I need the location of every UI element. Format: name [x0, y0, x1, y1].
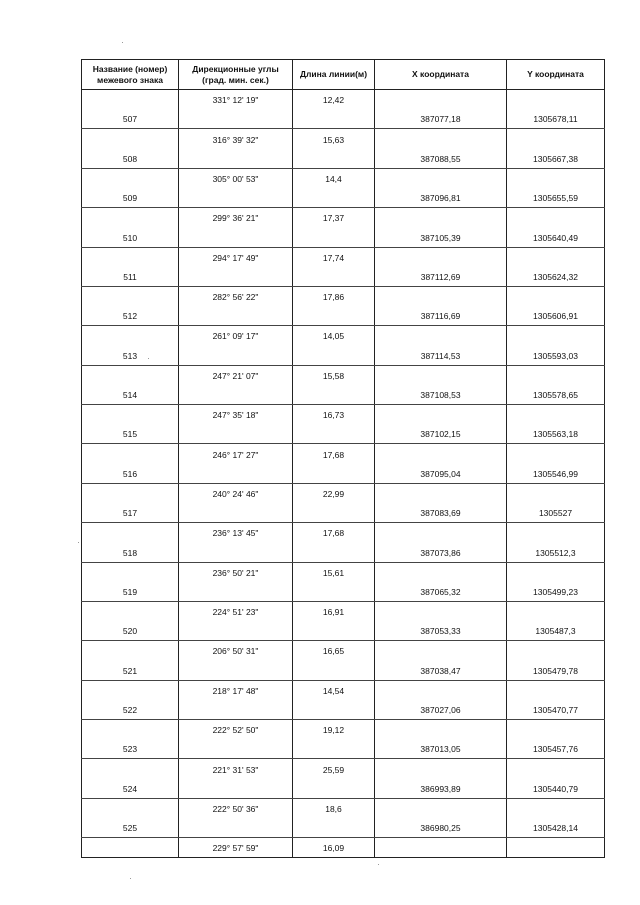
header-x: X координата: [375, 60, 507, 90]
cell-x-coordinate: 387077,18: [375, 109, 507, 129]
cell-direction-angle: 221° 31' 53": [179, 759, 293, 779]
table-row: [82, 700, 605, 720]
cell-y-coordinate: 1305487,3: [507, 621, 605, 641]
table-row: [82, 168, 605, 188]
cell-line-length: 17,86: [293, 286, 375, 306]
cell-x-coordinate: [375, 208, 507, 228]
header-length: Длина линии(м): [293, 60, 375, 90]
cell-line-length: 16,73: [293, 405, 375, 425]
cell-y-coordinate: 1305563,18: [507, 424, 605, 444]
cell-direction-angle: [179, 464, 293, 484]
cell-direction-angle: 282° 56' 22": [179, 286, 293, 306]
header-name-line1: Название (номер): [92, 63, 168, 74]
cell-direction-angle: 331° 12' 19": [179, 90, 293, 110]
cell-direction-angle: 206° 50' 31": [179, 641, 293, 661]
cell-direction-angle: [179, 542, 293, 562]
table-row: [82, 720, 605, 740]
cell-marker-name: 508: [82, 149, 179, 169]
table-row: [82, 818, 605, 838]
cell-line-length: [293, 542, 375, 562]
cell-y-coordinate: 1305546,99: [507, 464, 605, 484]
header-name-line2: межевого знака: [97, 74, 163, 85]
cell-line-length: 17,68: [293, 444, 375, 464]
cell-x-coordinate: [375, 798, 507, 818]
cell-x-coordinate: [375, 562, 507, 582]
cell-direction-angle: 316° 39' 32": [179, 129, 293, 149]
cell-y-coordinate: [507, 523, 605, 543]
cell-marker-name: 518: [82, 542, 179, 562]
cell-x-coordinate: 387073,86: [375, 542, 507, 562]
cell-x-coordinate: 387105,39: [375, 227, 507, 247]
cell-direction-angle: 261° 09' 17": [179, 326, 293, 346]
cell-x-coordinate: 387088,55: [375, 149, 507, 169]
cell-line-length: [293, 582, 375, 602]
cell-marker-name: [82, 444, 179, 464]
table-row: [82, 838, 605, 858]
cell-y-coordinate: 1305470,77: [507, 700, 605, 720]
table-row: [82, 129, 605, 149]
cell-x-coordinate: 387065,32: [375, 582, 507, 602]
cell-line-length: [293, 700, 375, 720]
table-row: [82, 464, 605, 484]
cell-y-coordinate: [507, 641, 605, 661]
cell-marker-name: [82, 129, 179, 149]
table-row: [82, 306, 605, 326]
cell-x-coordinate: [375, 129, 507, 149]
cell-direction-angle: [179, 345, 293, 365]
cell-y-coordinate: 1305678,11: [507, 109, 605, 129]
cell-x-coordinate: [375, 523, 507, 543]
cell-x-coordinate: [375, 168, 507, 188]
cell-marker-name: [82, 168, 179, 188]
scan-speck: [122, 42, 123, 43]
cell-direction-angle: [179, 267, 293, 287]
cell-marker-name: 511: [82, 267, 179, 287]
cell-y-coordinate: [507, 680, 605, 700]
table-row: [82, 641, 605, 661]
cell-marker-name: [82, 601, 179, 621]
cell-x-coordinate: 387108,53: [375, 385, 507, 405]
cell-marker-name: [82, 405, 179, 425]
cell-direction-angle: 247° 21' 07": [179, 365, 293, 385]
table-row: [82, 267, 605, 287]
cell-direction-angle: 224° 51' 23": [179, 601, 293, 621]
cell-x-coordinate: [375, 326, 507, 346]
table-row: [82, 227, 605, 247]
table-row: [82, 621, 605, 641]
cell-direction-angle: 305° 00' 53": [179, 168, 293, 188]
cell-line-length: 25,59: [293, 759, 375, 779]
cell-direction-angle: [179, 424, 293, 444]
cell-line-length: 22,99: [293, 483, 375, 503]
cell-line-length: [293, 227, 375, 247]
cell-y-coordinate: [507, 444, 605, 464]
header-angle-line1: Дирекционные углы: [192, 63, 279, 74]
cell-y-coordinate: [507, 720, 605, 740]
cell-x-coordinate: [375, 680, 507, 700]
cell-y-coordinate: 1305640,49: [507, 227, 605, 247]
cell-marker-name: [82, 759, 179, 779]
cell-line-length: [293, 149, 375, 169]
cell-marker-name: 514: [82, 385, 179, 405]
cell-marker-name: [82, 798, 179, 818]
cell-y-coordinate: [507, 601, 605, 621]
cell-x-coordinate: [375, 286, 507, 306]
cell-y-coordinate: [507, 90, 605, 110]
scan-speck: [378, 864, 379, 865]
cell-marker-name: 519: [82, 582, 179, 602]
cell-direction-angle: [179, 779, 293, 799]
cell-line-length: [293, 267, 375, 287]
cell-y-coordinate: 1305624,32: [507, 267, 605, 287]
cell-x-coordinate: 387114,53: [375, 345, 507, 365]
table-row: [82, 149, 605, 169]
cell-direction-angle: 294° 17' 49": [179, 247, 293, 267]
table-row: [82, 739, 605, 759]
cell-y-coordinate: [507, 405, 605, 425]
cell-line-length: 17,74: [293, 247, 375, 267]
cell-x-coordinate: 387096,81: [375, 188, 507, 208]
table-row: [82, 562, 605, 582]
cell-direction-angle: 236° 13' 45": [179, 523, 293, 543]
cell-marker-name: [82, 208, 179, 228]
header-y: Y координата: [507, 60, 605, 90]
cell-line-length: [293, 306, 375, 326]
cell-x-coordinate: [375, 601, 507, 621]
cell-x-coordinate: [375, 247, 507, 267]
cell-line-length: 12,42: [293, 90, 375, 110]
cell-x-coordinate: 387095,04: [375, 464, 507, 484]
table-row: [82, 247, 605, 267]
cell-marker-name: [82, 523, 179, 543]
cell-x-coordinate: 387027,06: [375, 700, 507, 720]
table-row: [82, 503, 605, 523]
cell-x-coordinate: 387112,69: [375, 267, 507, 287]
table-row: [82, 109, 605, 129]
boundary-coordinates-table: [81, 59, 605, 858]
cell-line-length: 15,58: [293, 365, 375, 385]
table-row: [82, 582, 605, 602]
cell-y-coordinate: [507, 129, 605, 149]
cell-line-length: 14,54: [293, 680, 375, 700]
cell-direction-angle: [179, 582, 293, 602]
cell-marker-name: 510: [82, 227, 179, 247]
cell-x-coordinate: [375, 838, 507, 858]
table-row: [82, 286, 605, 306]
cell-line-length: 18,6: [293, 798, 375, 818]
cell-y-coordinate: [507, 365, 605, 385]
cell-line-length: [293, 739, 375, 759]
scan-speck: [148, 358, 149, 359]
cell-line-length: 17,37: [293, 208, 375, 228]
cell-line-length: [293, 779, 375, 799]
cell-x-coordinate: [375, 90, 507, 110]
cell-y-coordinate: [507, 168, 605, 188]
table-row: [82, 798, 605, 818]
cell-line-length: [293, 345, 375, 365]
cell-direction-angle: [179, 660, 293, 680]
cell-y-coordinate: 1305593,03: [507, 345, 605, 365]
cell-marker-name: 524: [82, 779, 179, 799]
cell-x-coordinate: [375, 405, 507, 425]
cell-x-coordinate: 387102,15: [375, 424, 507, 444]
cell-x-coordinate: 387013,05: [375, 739, 507, 759]
table-row: [82, 483, 605, 503]
cell-direction-angle: 218° 17' 48": [179, 680, 293, 700]
cell-line-length: 14,4: [293, 168, 375, 188]
cell-direction-angle: [179, 188, 293, 208]
header-angle: [179, 60, 293, 90]
cell-y-coordinate: 1305655,59: [507, 188, 605, 208]
cell-direction-angle: 246° 17' 27": [179, 444, 293, 464]
cell-x-coordinate: [375, 641, 507, 661]
cell-x-coordinate: [375, 720, 507, 740]
table-row: [82, 405, 605, 425]
cell-marker-name: 516: [82, 464, 179, 484]
cell-marker-name: [82, 562, 179, 582]
cell-marker-name: 515: [82, 424, 179, 444]
cell-x-coordinate: [375, 759, 507, 779]
cell-marker-name: 513: [82, 345, 179, 365]
cell-line-length: 16,91: [293, 601, 375, 621]
cell-direction-angle: [179, 739, 293, 759]
header-angle-line2: (град. мин. сек.): [202, 74, 269, 85]
cell-y-coordinate: [507, 326, 605, 346]
cell-direction-angle: 240° 24' 46": [179, 483, 293, 503]
header-name: [82, 60, 179, 90]
cell-line-length: [293, 464, 375, 484]
scan-speck: [130, 878, 131, 879]
cell-direction-angle: [179, 621, 293, 641]
cell-y-coordinate: [507, 838, 605, 858]
cell-y-coordinate: 1305606,91: [507, 306, 605, 326]
cell-direction-angle: [179, 227, 293, 247]
cell-y-coordinate: 1305667,38: [507, 149, 605, 169]
cell-direction-angle: [179, 385, 293, 405]
table-header: [82, 60, 605, 90]
table-row: [82, 424, 605, 444]
cell-direction-angle: [179, 503, 293, 523]
cell-x-coordinate: 387116,69: [375, 306, 507, 326]
cell-line-length: 16,65: [293, 641, 375, 661]
cell-y-coordinate: [507, 208, 605, 228]
cell-line-length: 17,68: [293, 523, 375, 543]
cell-line-length: [293, 188, 375, 208]
cell-x-coordinate: 386980,25: [375, 818, 507, 838]
cell-y-coordinate: [507, 759, 605, 779]
cell-x-coordinate: [375, 444, 507, 464]
cell-marker-name: [82, 720, 179, 740]
cell-y-coordinate: 1305512,3: [507, 542, 605, 562]
cell-marker-name: 520: [82, 621, 179, 641]
cell-x-coordinate: [375, 483, 507, 503]
cell-direction-angle: 236° 50' 21": [179, 562, 293, 582]
table-row: [82, 208, 605, 228]
cell-line-length: [293, 660, 375, 680]
cell-direction-angle: [179, 149, 293, 169]
cell-line-length: 15,63: [293, 129, 375, 149]
cell-line-length: [293, 424, 375, 444]
cell-marker-name: 517: [82, 503, 179, 523]
cell-x-coordinate: [375, 365, 507, 385]
cell-y-coordinate: 1305499,23: [507, 582, 605, 602]
cell-direction-angle: [179, 306, 293, 326]
cell-line-length: 19,12: [293, 720, 375, 740]
cell-direction-angle: 247° 35' 18": [179, 405, 293, 425]
table-row: [82, 660, 605, 680]
cell-marker-name: 522: [82, 700, 179, 720]
cell-y-coordinate: [507, 247, 605, 267]
cell-marker-name: [82, 286, 179, 306]
scan-speck: [78, 542, 79, 543]
cell-marker-name: 509: [82, 188, 179, 208]
cell-y-coordinate: 1305440,79: [507, 779, 605, 799]
cell-line-length: 16,09: [293, 838, 375, 858]
cell-marker-name: [82, 641, 179, 661]
cell-y-coordinate: [507, 286, 605, 306]
cell-direction-angle: [179, 109, 293, 129]
cell-y-coordinate: 1305428,14: [507, 818, 605, 838]
cell-marker-name: 507: [82, 109, 179, 129]
cell-x-coordinate: 386993,89: [375, 779, 507, 799]
cell-x-coordinate: 387083,69: [375, 503, 507, 523]
cell-y-coordinate: [507, 562, 605, 582]
cell-marker-name: [82, 90, 179, 110]
table-row: [82, 542, 605, 562]
table-row: [82, 680, 605, 700]
cell-direction-angle: [179, 700, 293, 720]
table-row: [82, 365, 605, 385]
cell-marker-name: 523: [82, 739, 179, 759]
cell-marker-name: [82, 680, 179, 700]
cell-marker-name: 525: [82, 818, 179, 838]
cell-y-coordinate: 1305479,78: [507, 660, 605, 680]
table-row: [82, 188, 605, 208]
cell-x-coordinate: 387038,47: [375, 660, 507, 680]
cell-line-length: [293, 109, 375, 129]
cell-direction-angle: [179, 818, 293, 838]
cell-marker-name: [82, 838, 179, 858]
table-row: [82, 345, 605, 365]
cell-y-coordinate: [507, 798, 605, 818]
cell-direction-angle: 222° 52' 50": [179, 720, 293, 740]
cell-line-length: [293, 385, 375, 405]
table-row: [82, 779, 605, 799]
table-row: [82, 90, 605, 110]
cell-y-coordinate: 1305527: [507, 503, 605, 523]
cell-direction-angle: 299° 36' 21": [179, 208, 293, 228]
cell-line-length: [293, 503, 375, 523]
cell-y-coordinate: 1305457,76: [507, 739, 605, 759]
table-row: [82, 444, 605, 464]
table-row: [82, 326, 605, 346]
cell-line-length: [293, 818, 375, 838]
cell-line-length: 15,61: [293, 562, 375, 582]
cell-x-coordinate: 387053,33: [375, 621, 507, 641]
cell-marker-name: [82, 326, 179, 346]
cell-line-length: 14,05: [293, 326, 375, 346]
cell-direction-angle: 229° 57' 59": [179, 838, 293, 858]
table-row: [82, 601, 605, 621]
cell-y-coordinate: [507, 483, 605, 503]
table-row: [82, 523, 605, 543]
cell-marker-name: 521: [82, 660, 179, 680]
table-body: [82, 90, 605, 858]
table-row: [82, 759, 605, 779]
cell-marker-name: [82, 365, 179, 385]
cell-line-length: [293, 621, 375, 641]
cell-marker-name: [82, 247, 179, 267]
cell-direction-angle: 222° 50' 36": [179, 798, 293, 818]
cell-y-coordinate: 1305578,65: [507, 385, 605, 405]
cell-marker-name: 512: [82, 306, 179, 326]
table-row: [82, 385, 605, 405]
cell-marker-name: [82, 483, 179, 503]
